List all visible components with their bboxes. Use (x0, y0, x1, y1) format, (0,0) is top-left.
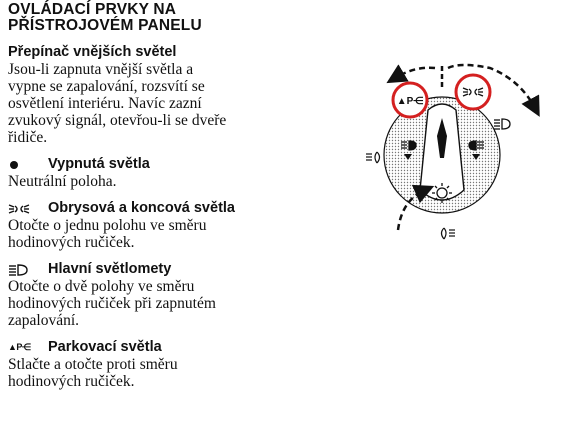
body-line: Stlačte a otočte proti směru (8, 356, 178, 373)
headlamp-icon (8, 264, 28, 276)
sidelight-highlight-circle (456, 75, 490, 109)
body-line: Neutrální poloha. (8, 173, 117, 190)
body-line: řidiče. (8, 129, 48, 146)
body-line: hodinových ručiček při zapnutém (8, 295, 216, 312)
body-line: osvětlení interiéru. Navíc zazní (8, 95, 202, 112)
parking-light-icon: ▲P⋲ (8, 342, 31, 352)
dot-icon (10, 161, 18, 169)
parking-light-symbol: ▲P⋲ (396, 96, 424, 107)
body-line: zapalování. (8, 312, 80, 329)
body-line: vypne se zapalování, rozsvítí se (8, 78, 205, 95)
text-column (8, 2, 338, 390)
section-heading (8, 339, 338, 356)
heading-light-switch: Přepínač vnějších světel (8, 44, 177, 60)
light-switch-diagram (340, 40, 588, 250)
section-body (8, 61, 338, 146)
rear-fog-icon (442, 228, 456, 239)
rotate-left-arrow (395, 68, 435, 78)
section-parking-lights (8, 339, 338, 390)
headlamp-icon (494, 119, 510, 129)
section-lights-off (8, 156, 338, 190)
body-line: Otočte o jednu polohu ve směru (8, 217, 207, 234)
section-body (8, 356, 338, 390)
switch-illustration (340, 40, 588, 250)
section-light-switch (8, 44, 338, 146)
heading-lights-off: Vypnutá světla (48, 156, 150, 172)
body-line: Jsou-li zapnuta vnější světla a (8, 61, 194, 78)
body-line: zvukový signál, otevřou-li se dveře (8, 112, 227, 129)
section-side-lights (8, 200, 338, 251)
body-line: hodinových ručiček. (8, 234, 135, 251)
section-headlamps (8, 261, 338, 329)
section-body (8, 173, 338, 190)
section-heading (8, 44, 338, 61)
section-heading (8, 156, 338, 173)
heading-side-lights: Obrysová a koncová světla (48, 200, 235, 216)
page-title (8, 2, 338, 34)
body-line: Otočte o dvě polohy ve směru (8, 278, 195, 295)
section-body (8, 217, 338, 251)
heading-parking-lights: Parkovací světla (48, 339, 162, 355)
side-lights-icon (8, 203, 30, 215)
section-heading (8, 261, 338, 278)
section-body (8, 278, 338, 329)
front-fog-icon (366, 152, 380, 163)
section-heading (8, 200, 338, 217)
title-line-2: PŘÍSTROJOVÉM PANELU (8, 17, 202, 34)
heading-headlamps: Hlavní světlomety (48, 261, 172, 277)
title-line-1: OVLÁDACÍ PRVKY NA (8, 1, 177, 18)
body-line: hodinových ručiček. (8, 373, 135, 390)
